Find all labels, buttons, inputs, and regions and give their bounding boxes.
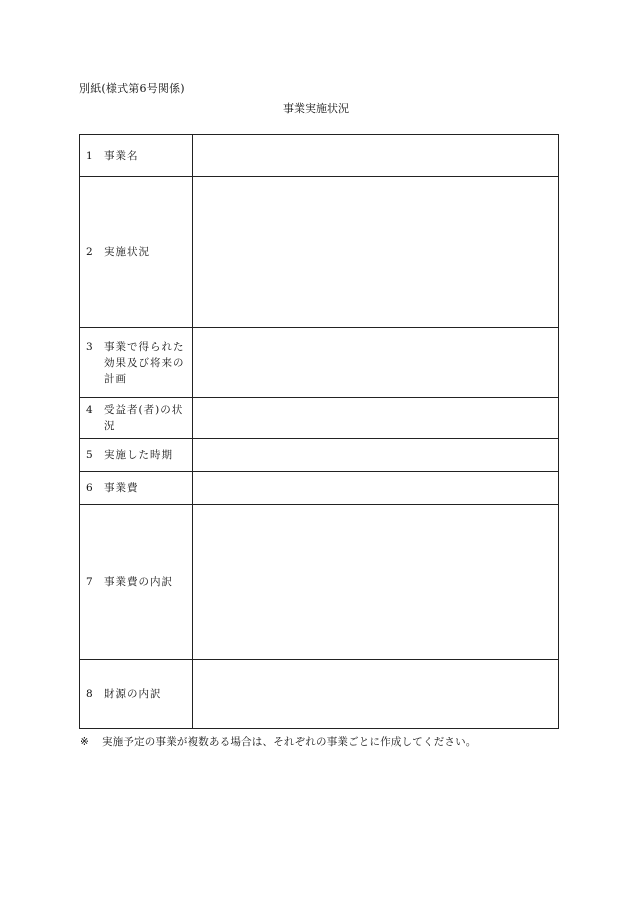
row-label: 事業で得られた効果及び将来の計画 bbox=[104, 340, 185, 385]
row-number: 8 bbox=[86, 688, 93, 700]
form-reference: 別紙(様式第6号関係) bbox=[79, 82, 185, 95]
row-label: 事業費 bbox=[104, 482, 139, 494]
table-row bbox=[80, 328, 559, 398]
row-number: 7 bbox=[86, 576, 93, 588]
table-row bbox=[80, 660, 559, 729]
row-number: 3 bbox=[86, 340, 93, 353]
row-label: 実施状況 bbox=[104, 246, 150, 258]
table-row bbox=[80, 472, 559, 505]
row-label: 事業費の内訳 bbox=[104, 576, 173, 588]
implementation-period-field[interactable] bbox=[193, 439, 559, 472]
row-label-cell bbox=[80, 439, 193, 472]
cost-breakdown-field[interactable] bbox=[193, 505, 559, 660]
row-label-cell bbox=[80, 660, 193, 729]
table-row bbox=[80, 439, 559, 472]
footnote bbox=[80, 734, 477, 749]
row-number: 4 bbox=[86, 404, 93, 416]
document-title: 事業実施状況 bbox=[283, 102, 349, 115]
row-label: 実施した時期 bbox=[104, 449, 173, 461]
note-text: 実施予定の事業が複数ある場合は、それぞれの事業ごとに作成してください。 bbox=[102, 736, 477, 748]
implementation-status-field[interactable] bbox=[193, 177, 559, 328]
row-number: 1 bbox=[86, 149, 93, 162]
beneficiary-status-field[interactable] bbox=[193, 398, 559, 439]
funding-source-field[interactable] bbox=[193, 660, 559, 729]
row-label: 財源の内訳 bbox=[104, 688, 162, 700]
row-label: 事業名 bbox=[104, 149, 139, 162]
row-label-cell bbox=[80, 135, 193, 177]
row-label-cell bbox=[80, 472, 193, 505]
row-label-cell bbox=[80, 328, 193, 398]
row-label: 受益者(者)の状況 bbox=[104, 404, 184, 432]
row-number: 5 bbox=[86, 449, 93, 461]
row-label-cell bbox=[80, 398, 193, 439]
effects-and-plan-field[interactable] bbox=[193, 328, 559, 398]
table-row bbox=[80, 177, 559, 328]
row-number: 2 bbox=[86, 246, 93, 258]
row-label-cell bbox=[80, 177, 193, 328]
note-mark: ※ bbox=[80, 736, 89, 748]
table-row bbox=[80, 398, 559, 439]
row-label-cell bbox=[80, 505, 193, 660]
project-name-field[interactable] bbox=[193, 135, 559, 177]
row-number: 6 bbox=[86, 482, 93, 494]
report-form-table bbox=[79, 134, 559, 729]
table-row bbox=[80, 505, 559, 660]
table-row bbox=[80, 135, 559, 177]
project-cost-field[interactable] bbox=[193, 472, 559, 505]
